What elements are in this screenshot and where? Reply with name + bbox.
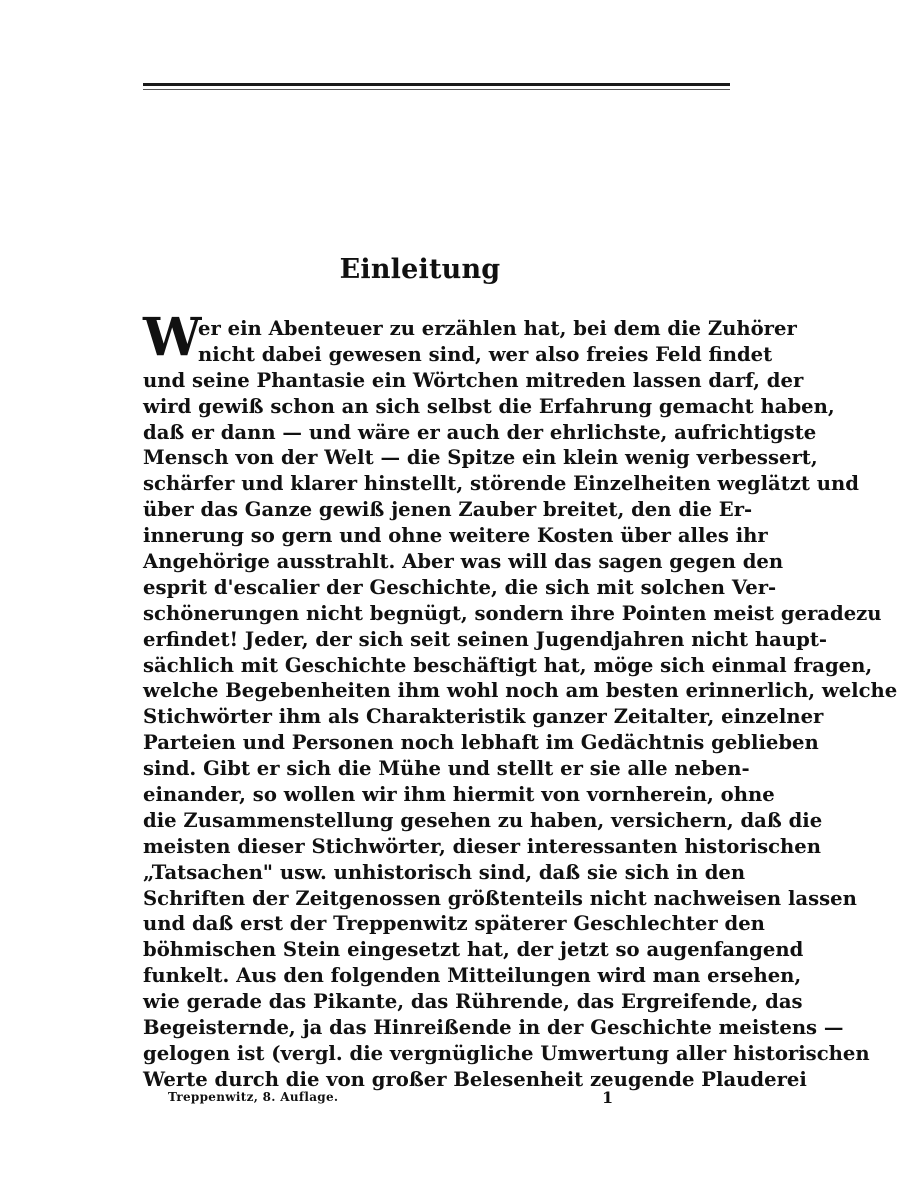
text-line: erfindet! Jeder, der sich seit seinen Jugendjahren nicht haupt-: [143, 627, 828, 651]
text-line: Parteien und Personen noch lebhaft im Gedächtnis geblieben: [143, 731, 819, 755]
text-line: funkelt. Aus den folgenden Mitteilungen wird man ersehen,: [143, 964, 802, 988]
text-line: sächlich mit Geschichte beschäftigt hat, möge sich einmal fragen,: [143, 653, 873, 677]
text-line: meisten dieser Stichwörter, dieser interessanten historischen: [143, 834, 822, 858]
text-line: Stichwörter ihm als Charakteristik ganzer Zeitalter, einzelner: [143, 705, 824, 729]
text-line: schärfer und klarer hinstellt, störende Einzelheiten weglätzt und: [143, 472, 859, 496]
text-line: und daß erst der Treppenwitz späterer Geschlechter den: [143, 912, 765, 936]
text-line: Mensch von der Welt — die Spitze ein klein wenig verbessert,: [143, 446, 818, 470]
text-line: böhmischen Stein eingesetzt hat, der jetzt so augenfangend: [143, 938, 804, 962]
text-line: Angehörige ausstrahlt. Aber was will das sagen gegen den: [143, 550, 784, 574]
text-line: Werte durch die von großer Belesenheit zeugende Plauderei: [143, 1067, 807, 1091]
text-line: gelogen ist (vergl. die vergnügliche Umwertung aller historischen: [143, 1041, 870, 1065]
text-line: wie gerade das Pikante, das Rührende, das Ergreifende, das: [143, 990, 803, 1014]
page-number: 1: [602, 1088, 614, 1107]
text-line: daß er dann — und wäre er auch der ehrlichste, aufrichtigste: [143, 420, 817, 444]
text-line: innerung so gern und ohne weitere Kosten über alles ihr: [143, 524, 768, 548]
top-rule: [143, 83, 730, 86]
text-line: Schriften der Zeitgenossen größtenteils nicht nachweisen lassen: [143, 886, 857, 910]
running-footer: Treppenwitz, 8. Auflage.: [168, 1090, 339, 1104]
text-line: wird gewiß schon an sich selbst die Erfahrung gemacht haben,: [143, 394, 835, 418]
text-line: „Tatsachen" usw. unhistorisch sind, daß sie sich in den: [143, 860, 746, 884]
text-line: welche Begebenheiten ihm wohl noch am besten erinnerlich, welche: [143, 679, 897, 703]
body-text: [143, 316, 897, 1093]
text-line: Begeisternde, ja das Hinreißende in der Geschichte meistens —: [143, 1016, 844, 1040]
text-line: er ein Abenteuer zu erzählen hat, bei dem die Zuhörer: [198, 317, 797, 340]
text-line: esprit d'escalier der Geschichte, die sich mit solchen Ver-: [143, 575, 777, 599]
chapter-title: Einleitung: [339, 254, 501, 285]
top-rule-thin: [143, 89, 730, 90]
text-line: einander, so wollen wir ihm hiermit von vornherein, ohne: [143, 783, 775, 807]
text-line: die Zusammenstellung gesehen zu haben, versichern, daß die: [143, 808, 823, 832]
text-line: und seine Phantasie ein Wörtchen mitreden lassen darf, der: [143, 368, 804, 392]
text-line: über das Ganze gewiß jenen Zauber breitet, den die Er-: [143, 498, 753, 522]
text-line: schönerungen nicht begnügt, sondern ihre Pointen meist geradezu: [143, 601, 882, 625]
text-line: nicht dabei gewesen sind, wer also freies Feld findet: [198, 342, 773, 366]
drop-cap: W: [143, 307, 202, 368]
text-line: sind. Gibt er sich die Mühe und stellt er sie alle neben-: [143, 757, 750, 781]
